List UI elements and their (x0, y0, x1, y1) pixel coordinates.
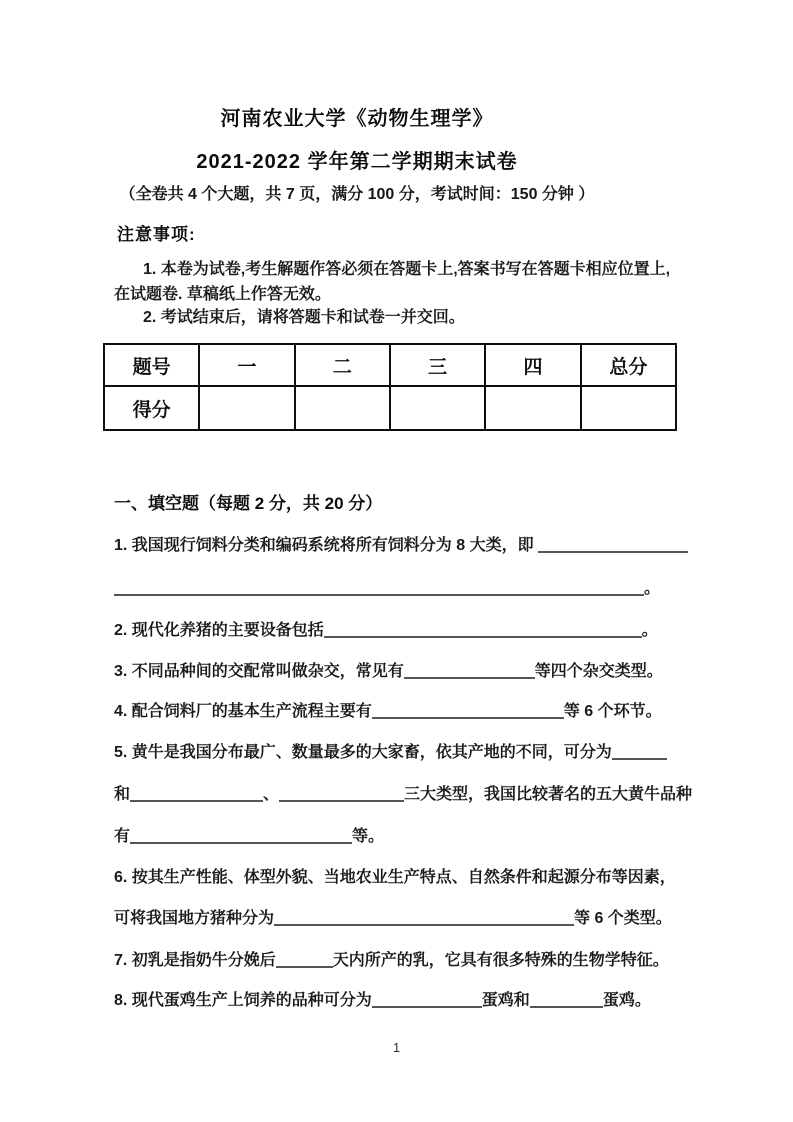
question-text: 5. 黄牛是我国分布最广、数量最多的大家畜，依其产地的不同，可分为 (114, 744, 612, 761)
question-text: 有 (114, 828, 131, 845)
question-text: 2. 现代化养猪的主要设备包括 (114, 622, 324, 639)
fill-blank (279, 784, 404, 802)
notice-line: 1. 本卷为试卷,考生解题作答必须在答题卡上,答案书写在答题卡相应位置上, (143, 261, 671, 278)
question-text: 6. 按其生产性能、体型外貌、当地农业生产特点、自然条件和起源分布等因素， (114, 869, 676, 886)
question-line (114, 825, 384, 849)
question-text: 等 6 个类型。 (574, 910, 672, 927)
score-table-header-cell: 题号 (104, 344, 199, 386)
question-text: 。 (644, 580, 661, 597)
score-table-header-cell: 四 (485, 344, 580, 386)
question-line (114, 577, 660, 601)
notice-line: 在试题卷. 草稿纸上作答无效。 (114, 286, 331, 303)
score-cell (390, 386, 485, 430)
question-text: 1. 我国现行饲料分类和编码系统将所有饲料分为 8 大类，即 (114, 537, 539, 554)
question-line (114, 660, 663, 684)
notice-line: 2. 考试结束后，请将答题卡和试卷一并交回。 (143, 309, 465, 326)
score-table-header-cell: 三 (390, 344, 485, 386)
section-heading: 一、填空题（每题 2 分，共 20 分） (114, 494, 383, 513)
question-line (114, 741, 667, 765)
score-cell (199, 386, 294, 430)
exam-info-line: （全卷共 4 个大题，共 7 页，满分 100 分，考试时间：150 分钟 ） (119, 186, 595, 203)
exam-subtitle: 2021-2022 学年第二学期期末试卷 (196, 151, 518, 173)
question-text: 可将我国地方猪种分为 (114, 910, 275, 927)
question-text: 和 (114, 786, 131, 803)
question-line (114, 783, 692, 807)
fill-blank (530, 990, 603, 1008)
score-table-score-row (104, 386, 676, 430)
fill-blank (612, 742, 667, 760)
question-line (114, 949, 669, 973)
question-text: 3. 不同品种间的交配常叫做杂交，常见有 (114, 663, 404, 680)
question-text: 蛋鸡和 (481, 992, 530, 1009)
question-text: 4. 配合饲料厂的基本生产流程主要有 (114, 703, 372, 720)
score-cell (485, 386, 580, 430)
question-line (114, 619, 658, 643)
question-text: 天内所产的乳，它具有很多特殊的生物学特征。 (332, 952, 669, 969)
question-text: 蛋鸡。 (602, 992, 651, 1009)
score-row-label: 得分 (104, 386, 199, 430)
score-table-header-cell: 总分 (581, 344, 676, 386)
notice-heading: 注意事项: (117, 225, 196, 244)
score-table (103, 343, 677, 431)
exam-title: 河南农业大学《动物生理学》 (220, 108, 494, 130)
score-table-header-row (104, 344, 676, 386)
score-cell (295, 386, 390, 430)
page-number: 1 (392, 1040, 401, 1055)
question-text: 。 (641, 622, 658, 639)
score-table-header-cell: 一 (199, 344, 294, 386)
question-line (114, 866, 676, 890)
question-text: 7. 初乳是指奶牛分娩后 (114, 952, 276, 969)
score-cell (581, 386, 676, 430)
question-text: 三大类型，我国比较著名的五大黄牛品种 (404, 786, 693, 803)
fill-blank (130, 784, 263, 802)
fill-blank (372, 701, 564, 719)
question-text: 8. 现代蛋鸡生产上饲养的品种可分为 (114, 992, 372, 1009)
question-line (114, 907, 672, 931)
fill-blank (130, 826, 352, 844)
fill-blank (274, 908, 574, 926)
fill-blank (538, 535, 688, 553)
fill-blank (324, 620, 642, 638)
question-text: 、 (263, 786, 280, 803)
fill-blank (114, 578, 644, 596)
question-line (114, 534, 688, 558)
question-text: 等 6 个环节。 (563, 703, 662, 720)
fill-blank (276, 950, 333, 968)
question-text: 等四个杂交类型。 (534, 663, 663, 680)
question-line (114, 989, 651, 1013)
question-text: 等。 (352, 828, 385, 845)
fill-blank (372, 990, 482, 1008)
fill-blank (404, 661, 535, 679)
question-line (114, 700, 662, 724)
score-table-header-cell: 二 (295, 344, 390, 386)
